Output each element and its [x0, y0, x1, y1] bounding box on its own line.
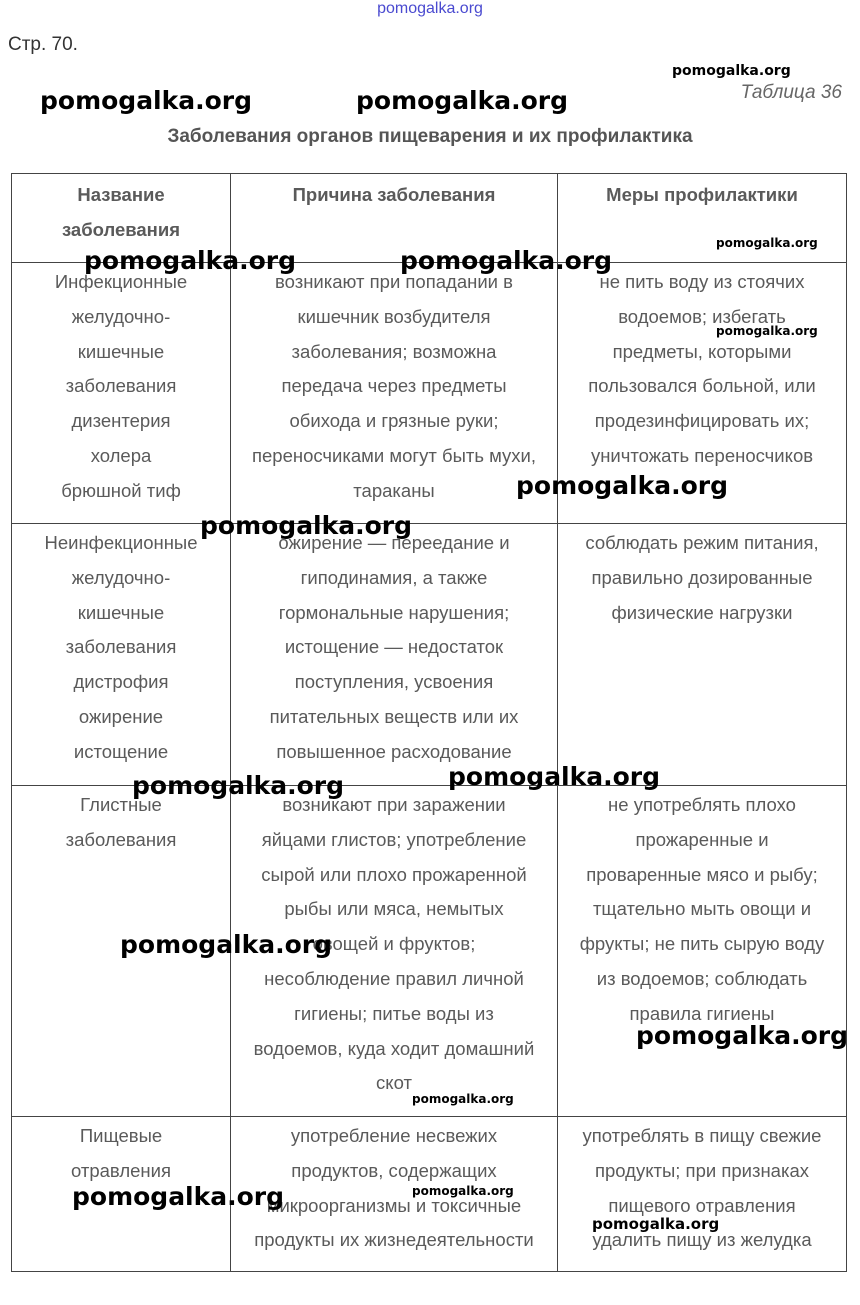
cell-line: продукты их жизнедеятельности [254, 1229, 534, 1251]
cell-line: продуктов, содержащих [291, 1159, 497, 1181]
cell-line: ожирение [78, 705, 164, 727]
cell-line: отравления [71, 1159, 171, 1181]
cell-line: холера [90, 444, 152, 466]
cell-line: повышенное расходование [276, 740, 512, 762]
cell-line: водоемов; избегать [618, 305, 786, 327]
watermark: pomogalka.org [716, 324, 818, 338]
watermark: pomogalka.org [448, 762, 661, 791]
cell-line: водоемов, куда ходит домашний [253, 1037, 535, 1059]
table-label: Таблица 36 [740, 82, 842, 103]
watermark: pomogalka.org [672, 63, 791, 79]
table-row [12, 524, 847, 786]
watermark: pomogalka.org [412, 1184, 514, 1198]
watermark: pomogalka.org [592, 1215, 720, 1233]
prevention-cell [558, 1117, 847, 1272]
cell-line: соблюдать режим питания, [585, 532, 819, 553]
disease-name-cell [12, 263, 231, 524]
cell-line: Инфекционные [54, 271, 188, 292]
cell-line: удалить пищу из желудка [592, 1229, 812, 1251]
cell-line: дистрофия [73, 671, 169, 693]
cell-line: заболевания [65, 828, 177, 850]
cell-line: физические нагрузки [611, 601, 793, 623]
cell-line: желудочно- [71, 305, 171, 327]
cell-line: овощей и фруктов; [312, 933, 476, 955]
cell-line: сырой или плохо прожаренной [261, 863, 527, 885]
cell-line: гиподинамия, а также [300, 566, 488, 588]
cell-line: правильно дозированные [591, 566, 813, 588]
watermark: pomogalka.org [716, 236, 818, 250]
cell-line: истощение [73, 740, 169, 762]
cell-line: желудочно- [71, 566, 171, 588]
cell-line: возникают при попадании в [275, 271, 513, 292]
watermark: pomogalka.org [516, 471, 729, 500]
cell-line: несоблюдение правил личной [264, 967, 524, 989]
disease-name-cell [12, 524, 231, 786]
cell-line: пищевого отравления [608, 1194, 796, 1216]
prevention-cell [558, 786, 847, 1117]
cell-line: дизентерия [71, 410, 171, 432]
cell-line: яйцами глистов; употребление [261, 828, 527, 850]
header-name-line: Название [77, 184, 165, 205]
cell-line: гигиены; питье воды из [294, 1002, 494, 1024]
cell-line: ожирение — переедание и [278, 532, 510, 553]
cause-cell [231, 263, 558, 524]
cell-line: употреблять в пищу свежие [582, 1125, 822, 1146]
cell-line: Глистные [80, 794, 162, 815]
cell-line: гормональные нарушения; [278, 601, 510, 623]
cell-line: не пить воду из стоячих [599, 271, 805, 292]
cell-line: пользовался больной, или [588, 375, 816, 397]
watermark: pomogalka.org [400, 246, 613, 275]
cell-line: скот [376, 1072, 412, 1094]
cell-line: предметы, которыми [612, 340, 792, 362]
cell-line: микроорганизмы и токсичные [266, 1194, 522, 1216]
cell-line: заболевания [65, 375, 177, 397]
cell-line: прожаренные и [635, 828, 769, 850]
cell-line: правила гигиены [629, 1002, 775, 1024]
header-name-line: заболевания [61, 219, 181, 240]
cell-line: возникают при заражении [282, 794, 506, 815]
cell-line: тараканы [353, 479, 435, 501]
cell-line: из водоемов; соблюдать [596, 967, 808, 989]
site-link[interactable]: pomogalka.org [377, 0, 483, 17]
cell-line: обихода и грязные руки; [289, 410, 499, 432]
watermark: pomogalka.org [636, 1021, 849, 1050]
page-number: Стр. 70. [8, 34, 78, 55]
cell-line: тщательно мыть овощи и [592, 898, 812, 920]
prevention-cell [558, 524, 847, 786]
cell-line: фрукты; не пить сырую воду [579, 933, 825, 955]
header-cause-line: Причина заболевания [292, 184, 496, 205]
watermark: pomogalka.org [200, 511, 413, 540]
cell-line: продукты; при признаках [594, 1159, 810, 1181]
cell-line: питательных веществ или их [269, 705, 519, 727]
watermark: pomogalka.org [40, 86, 253, 115]
cell-line: кишечные [77, 601, 165, 623]
cell-line: заболевания; возможна [291, 340, 497, 362]
table-title: Заболевания органов пищеварения и их профилактика [167, 126, 693, 147]
header-prevention-line: Меры профилактики [606, 184, 798, 205]
cause-cell [231, 524, 558, 786]
watermark: pomogalka.org [356, 86, 569, 115]
cell-line: рыбы или мяса, немытых [284, 898, 504, 920]
watermark: pomogalka.org [84, 246, 297, 275]
cell-line: истощение — недостаток [284, 636, 504, 658]
cell-line: уничтожать переносчиков [590, 444, 814, 466]
cell-line: Пищевые [79, 1125, 163, 1146]
cell-line: продезинфицировать их; [594, 410, 810, 432]
cell-line: Неинфекционные [44, 532, 198, 553]
cell-line: заболевания [65, 636, 177, 658]
cell-line: брюшной тиф [61, 479, 181, 501]
cell-line: поступления, усвоения [294, 671, 494, 693]
watermark: pomogalka.org [120, 930, 333, 959]
cell-line: передача через предметы [281, 375, 507, 397]
cell-line: переносчиками могут быть мухи, [251, 444, 537, 466]
cell-line: проваренные мясо и рыбу; [586, 863, 818, 885]
cell-line: не употреблять плохо [608, 794, 796, 815]
cell-line: употребление несвежих [290, 1125, 498, 1146]
cell-line: кишечник возбудителя [297, 305, 491, 327]
watermark: pomogalka.org [132, 771, 345, 800]
watermark: pomogalka.org [72, 1182, 285, 1211]
watermark: pomogalka.org [412, 1092, 514, 1106]
cell-line: кишечные [77, 340, 165, 362]
